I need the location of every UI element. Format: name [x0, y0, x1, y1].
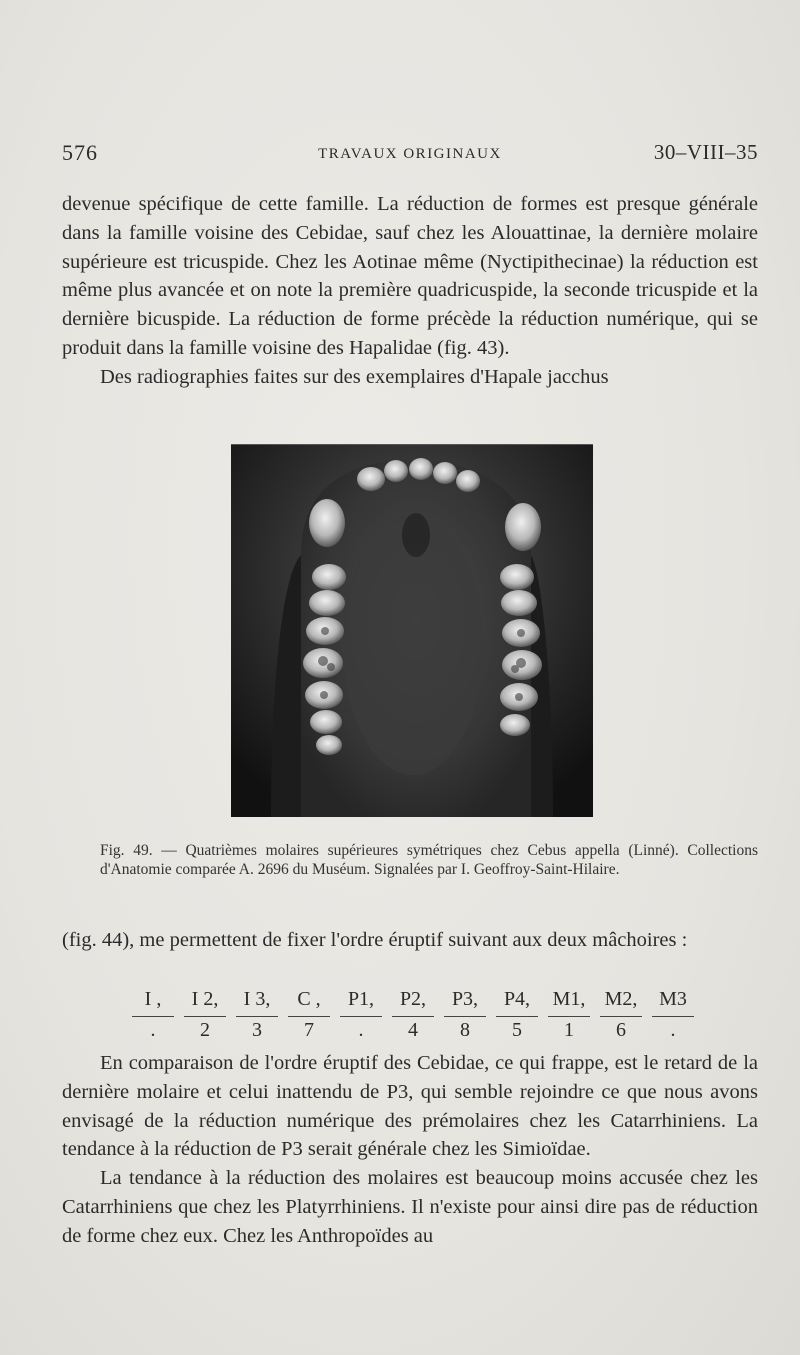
tooth-label: I 2,: [191, 988, 219, 1010]
paragraph-1: devenue spécifique de cette famille. La réduction de formes est presque générale dans la famille voisine des Cebidae, sauf chez les Alouattinae, la dernière molaire supérieure est tricuspide. Chez les Aotinae même (Nyctipithecinae) la réduction est même plus avancée et on note la première quadricuspide, la seconde tricuspide et la dernière bicuspide. La réduction de forme précède la réduction numérique, qui se produit dans la famille voisine des Hapalidae (fig. 43).: [62, 193, 758, 359]
tooth-label: P4,: [503, 988, 531, 1010]
eruption-order-formula: [128, 988, 698, 1048]
eruption-rank: 5: [512, 1019, 522, 1041]
eruption-rank: 7: [304, 1019, 314, 1041]
eruption-rank: .: [358, 1019, 364, 1041]
fraction-bar: [392, 1016, 434, 1017]
tooth-label: M2,: [604, 988, 638, 1010]
fraction-bar: [652, 1016, 694, 1017]
formula-term: [596, 988, 646, 1047]
fraction-bar: [340, 1016, 382, 1017]
eruption-rank: 3: [252, 1019, 262, 1041]
text-block-bottom: [62, 1049, 758, 1251]
eruption-rank: .: [150, 1019, 156, 1041]
eruption-rank: 6: [616, 1019, 626, 1041]
tooth-label: C ,: [297, 988, 321, 1010]
formula-term: [284, 988, 334, 1047]
issue-date: 30–VIII–35: [653, 140, 758, 164]
formula-term: [128, 988, 178, 1047]
fraction-bar: [548, 1016, 590, 1017]
palate-radiograph-image: [231, 445, 593, 817]
page-number: 576: [62, 140, 98, 165]
eruption-rank: .: [670, 1019, 676, 1041]
fraction-bar: [132, 1016, 174, 1017]
formula-term: [336, 988, 386, 1047]
fraction-bar: [600, 1016, 642, 1017]
eruption-rank: 1: [564, 1019, 574, 1041]
eruption-rank: 2: [200, 1019, 210, 1041]
paragraph-4: En comparaison de l'ordre éruptif des Cebidae, ce qui frappe, est le retard de la dernière molaire et celui inattendu de P3, qui semble rejoindre ce que nous avons envisagé de la réduction numérique des prémolaires chez les Catarrhiniens. La tendance à la réduction de P3 serait générale chez les Simioïdae.: [62, 1052, 758, 1161]
tooth-label: P3,: [451, 988, 479, 1010]
paragraph-5: La tendance à la réduction des molaires est beaucoup moins accusée chez les Catarrhiniens que chez les Platyrrhiniens. Il n'existe pour ainsi dire pas de réduction de forme chez eux. Chez les Anthropoïdes au: [62, 1167, 758, 1247]
paragraph-3: (fig. 44), me permettent de fixer l'ordre éruptif suivant aux deux mâchoires :: [62, 929, 688, 951]
fraction-bar: [444, 1016, 486, 1017]
tooth-label: M3: [659, 988, 687, 1010]
running-header: [62, 140, 758, 170]
fraction-bar: [236, 1016, 278, 1017]
text-block-top: [62, 190, 758, 392]
formula-term: [440, 988, 490, 1047]
eruption-rank: 4: [408, 1019, 418, 1041]
tooth-label: P1,: [347, 988, 375, 1010]
formula-term: [544, 988, 594, 1047]
tooth-label: P2,: [399, 988, 427, 1010]
formula-term: [648, 988, 698, 1047]
formula-term: [180, 988, 230, 1047]
fraction-bar: [288, 1016, 330, 1017]
tooth-label: I 3,: [243, 988, 271, 1010]
formula-term: [492, 988, 542, 1047]
formula-term: [388, 988, 438, 1047]
figure-photograph: [231, 444, 593, 817]
formula-term: [232, 988, 282, 1047]
tooth-label: I ,: [144, 988, 162, 1010]
running-title: TRAVAUX ORIGINAUX: [318, 146, 502, 162]
fraction-bar: [496, 1016, 538, 1017]
fraction-bar: [184, 1016, 226, 1017]
figure-caption: Fig. 49. — Quatrièmes molaires supérieures symétriques chez Cebus appella (Linné). Collections d'Anatomie comparée A. 2696 du Muséum. Signalées par I. Geoffroy-Saint-Hilaire.: [100, 842, 758, 878]
paragraph-2: Des radiographies faites sur des exemplaires d'Hapale jacchus: [100, 365, 609, 388]
tooth-label: M1,: [552, 988, 586, 1010]
eruption-rank: 8: [460, 1019, 470, 1041]
